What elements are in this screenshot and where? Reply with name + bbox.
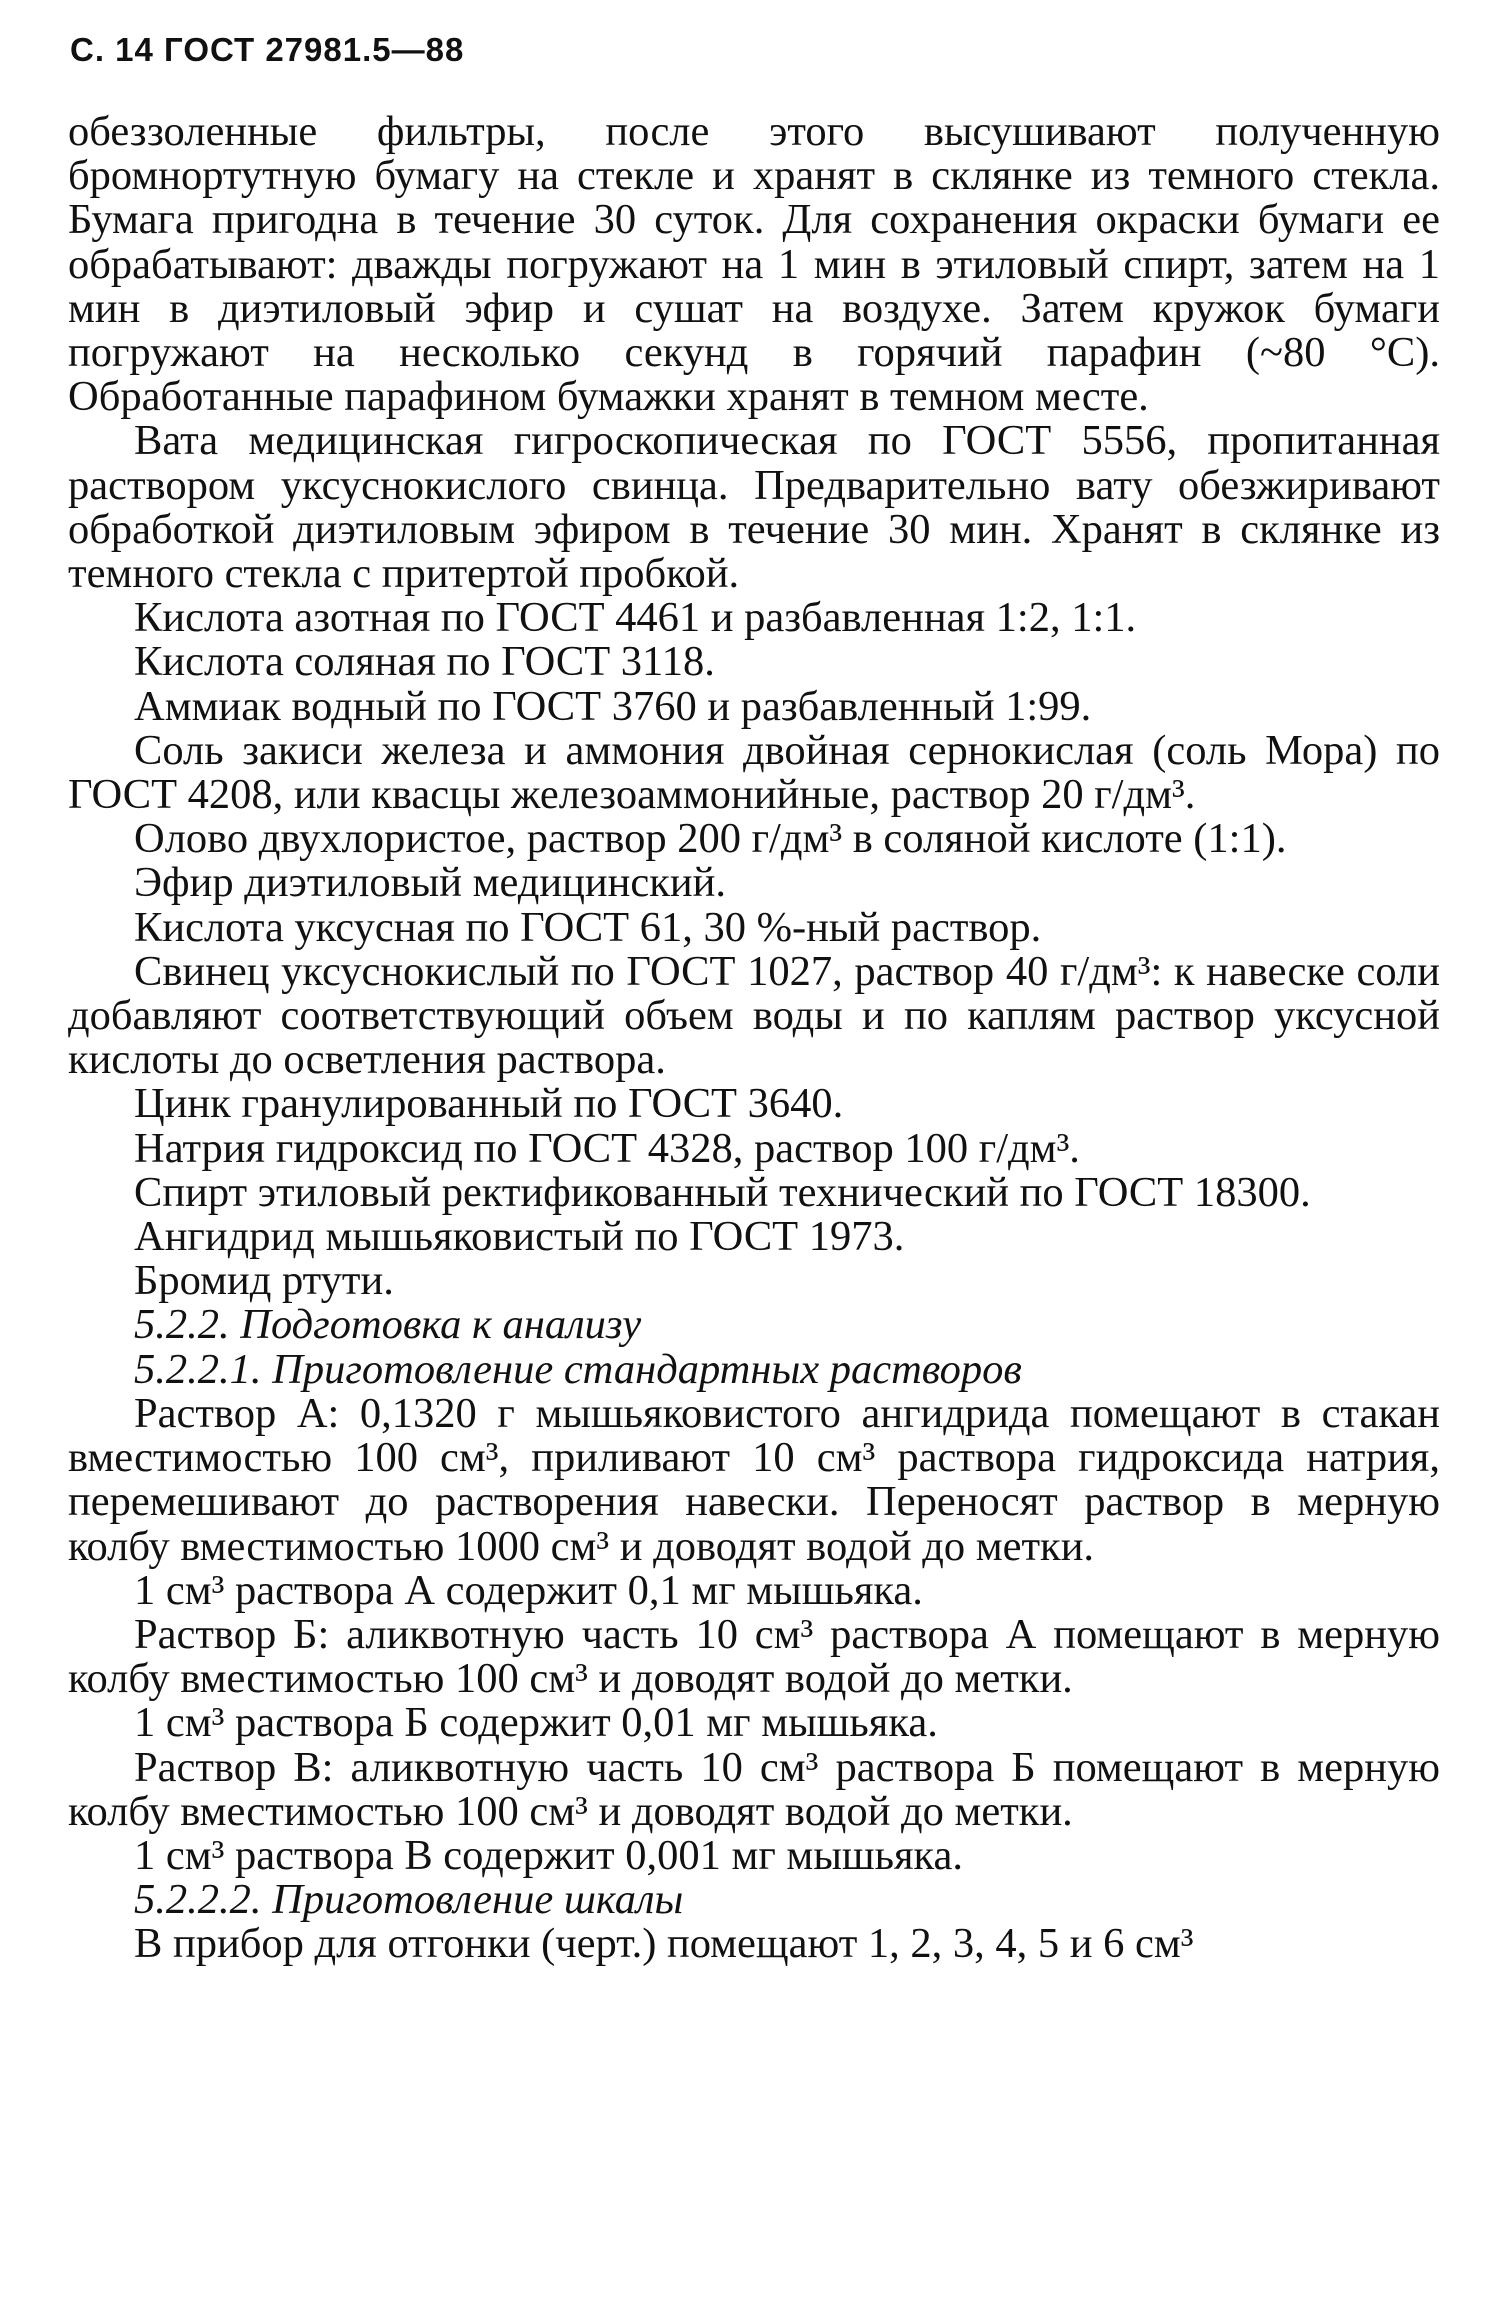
page-header: С. 14 ГОСТ 27981.5—88 [70, 31, 465, 68]
reagent-tin-chloride: Олово двухлористое, раствор 200 г/дм³ в соляной кислоте (1:1). [134, 815, 1287, 863]
reagent-lead-acetate: Свинец уксуснокислый по ГОСТ 1027, раствор 40 г/дм³: к навеске соли добавляют соответствующий объем воды и по каплям раствор уксусной кислоты до осветления раствора. [68, 947, 1440, 1084]
section-heading-scale: 5.2.2.2. Приготовление шкалы [134, 1876, 684, 1924]
reagent-sodium-hydroxide: Натрия гидроксид по ГОСТ 4328, раствор 100 г/дм³. [134, 1124, 1080, 1172]
reagent-acetic-acid: Кислота уксусная по ГОСТ 61, 30 %-ный раствор. [134, 903, 1042, 951]
note-solution-v: 1 см³ раствора В содержит 0,001 мг мышьяка. [134, 1831, 964, 1879]
reagent-arsenous-anhydride: Ангидрид мышьяковистый по ГОСТ 1973. [134, 1213, 905, 1261]
paragraph-solution-b: Раствор Б: аликвотную часть 10 см³ раствора А помещают в мерную колбу вместимостью 100 см³ и доводят водой до метки. [68, 1610, 1440, 1703]
reagent-zinc: Цинк гранулированный по ГОСТ 3640. [134, 1080, 844, 1128]
paragraph-solution-v: Раствор В: аликвотную часть 10 см³ раствора Б помещают в мерную колбу вместимостью 100 см³ и доводят водой до метки. [68, 1743, 1440, 1835]
note-solution-a: 1 см³ раствора А содержит 0,1 мг мышьяка. [134, 1566, 923, 1614]
paragraph-distillation: В прибор для отгонки (черт.) помещают 1, 2, 3, 4, 5 и 6 см³ [134, 1920, 1194, 1968]
reagent-mercury-bromide: Бромид ртути. [134, 1257, 394, 1305]
body-text [68, 110, 1440, 1967]
reagent-hydrochloric-acid: Кислота соляная по ГОСТ 3118. [134, 638, 715, 686]
paragraph-paper-treatment: обеззоленные фильтры, после этого высушивают полученную бромнортутную бумагу на стекле и хранят в склянке из темного стекла. Бумага пригодна в течение 30 суток. Для сохранения окраски бумаги ее обрабатывают: дважды погружают на 1 мин в этиловый спирт, затем на 1 мин в диэтиловый эфир и сушат на воздухе. Затем кружок бумаги погружают на несколько секунд в горячий парафин (~80 °С). Обработанные парафином бумажки хранят в темном месте. [68, 108, 1440, 421]
paragraph-solution-a: Раствор А: 0,1320 г мышьяковистого ангидрида помещают в стакан вместимостью 100 см³, приливают 10 см³ раствора гидроксида натрия, перемешивают до растворения навески. Переносят раствор в мерную колбу вместимостью 1000 см³ и доводят водой до метки. [68, 1389, 1440, 1570]
section-heading-preparation: 5.2.2. Подготовка к анализу [134, 1301, 642, 1349]
reagent-mohr-salt: Соль закиси железа и аммония двойная сернокислая (соль Мора) по ГОСТ 4208, или квасцы железоаммонийные, раствор 20 г/дм³. [68, 726, 1440, 819]
reagent-ammonia: Аммиак водный по ГОСТ 3760 и разбавленный 1:99. [134, 682, 1092, 730]
note-solution-b: 1 см³ раствора Б содержит 0,01 мг мышьяка. [134, 1699, 938, 1747]
reagent-ethanol: Спирт этиловый ректификованный технический по ГОСТ 18300. [134, 1168, 1311, 1216]
section-heading-standard-solutions: 5.2.2.1. Приготовление стандартных растворов [134, 1345, 1022, 1393]
reagent-nitric-acid: Кислота азотная по ГОСТ 4461 и разбавленная 1:2, 1:1. [134, 594, 1137, 642]
paragraph-cotton-wool: Вата медицинская гигроскопическая по ГОСТ 5556, пропитанная раствором уксуснокислого свинца. Предварительно вату обезжиривают обработкой диэтиловым эфиром в течение 30 мин. Хранят в склянке из темного стекла с притертой пробкой. [68, 417, 1440, 598]
reagent-ether: Эфир диэтиловый медицинский. [134, 859, 727, 907]
